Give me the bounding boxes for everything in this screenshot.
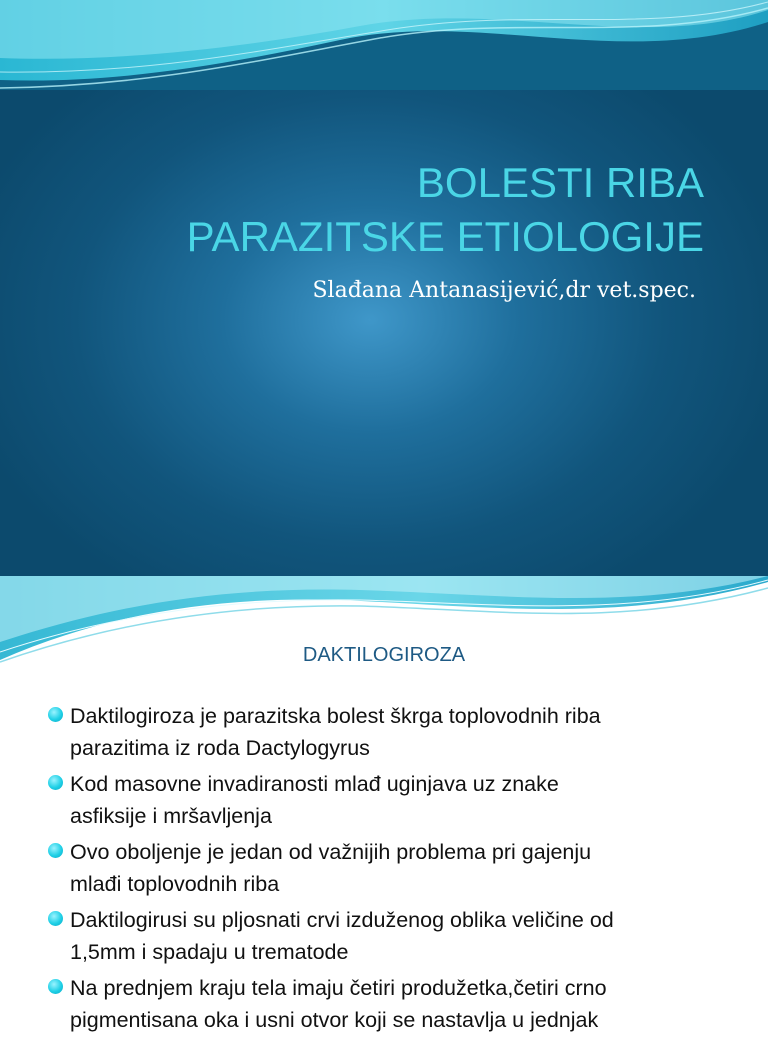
slide-subtitle: Slađana Antanasijević,dr vet.spec. [312, 278, 696, 303]
bullet-line: mlađi toplovodnih riba [70, 872, 280, 896]
title-line-2: PARAZITSKE ETIOLOGIJE [186, 213, 704, 260]
section-heading: DAKTILOGIROZA [302, 644, 466, 666]
title-line-1: BOLESTI RIBA [416, 159, 704, 206]
bullet-dot-icon [48, 707, 63, 722]
slide-title [24, 156, 704, 264]
list-item [46, 700, 746, 764]
wave-decoration-top [0, 0, 768, 90]
bullet-dot-icon [48, 911, 63, 926]
bullet-line: Na prednjem kraju tela imaju četiri produžetka,četiri crno [70, 976, 607, 1000]
bullet-list [46, 700, 746, 1040]
bullet-line: Daktilogirusi su pljosnati crvi izduženog oblika veličine od [70, 908, 614, 932]
list-item [46, 768, 746, 832]
bullet-line: parazitima iz roda Dactylogyrus [70, 736, 370, 760]
bullet-line: asfiksije i mršavljenja [70, 804, 272, 828]
bullet-dot-icon [48, 843, 63, 858]
bullet-line: Ovo oboljenje je jedan od važnijih problema pri gajenju [70, 840, 592, 864]
list-item [46, 972, 746, 1036]
bullet-dot-icon [48, 979, 63, 994]
bullet-line: 1,5mm i spadaju u trematode [70, 940, 349, 964]
bullet-line: Kod masovne invadiranosti mlađ uginjava uz znake [70, 772, 559, 796]
list-item [46, 904, 746, 968]
list-item [46, 836, 746, 900]
bullet-line: Daktilogiroza je parazitska bolest škrga toplovodnih riba [70, 704, 601, 728]
bullet-line: pigmentisana oka i usni otvor koji se nastavlja u jednjak [70, 1008, 599, 1032]
bullet-dot-icon [48, 775, 63, 790]
